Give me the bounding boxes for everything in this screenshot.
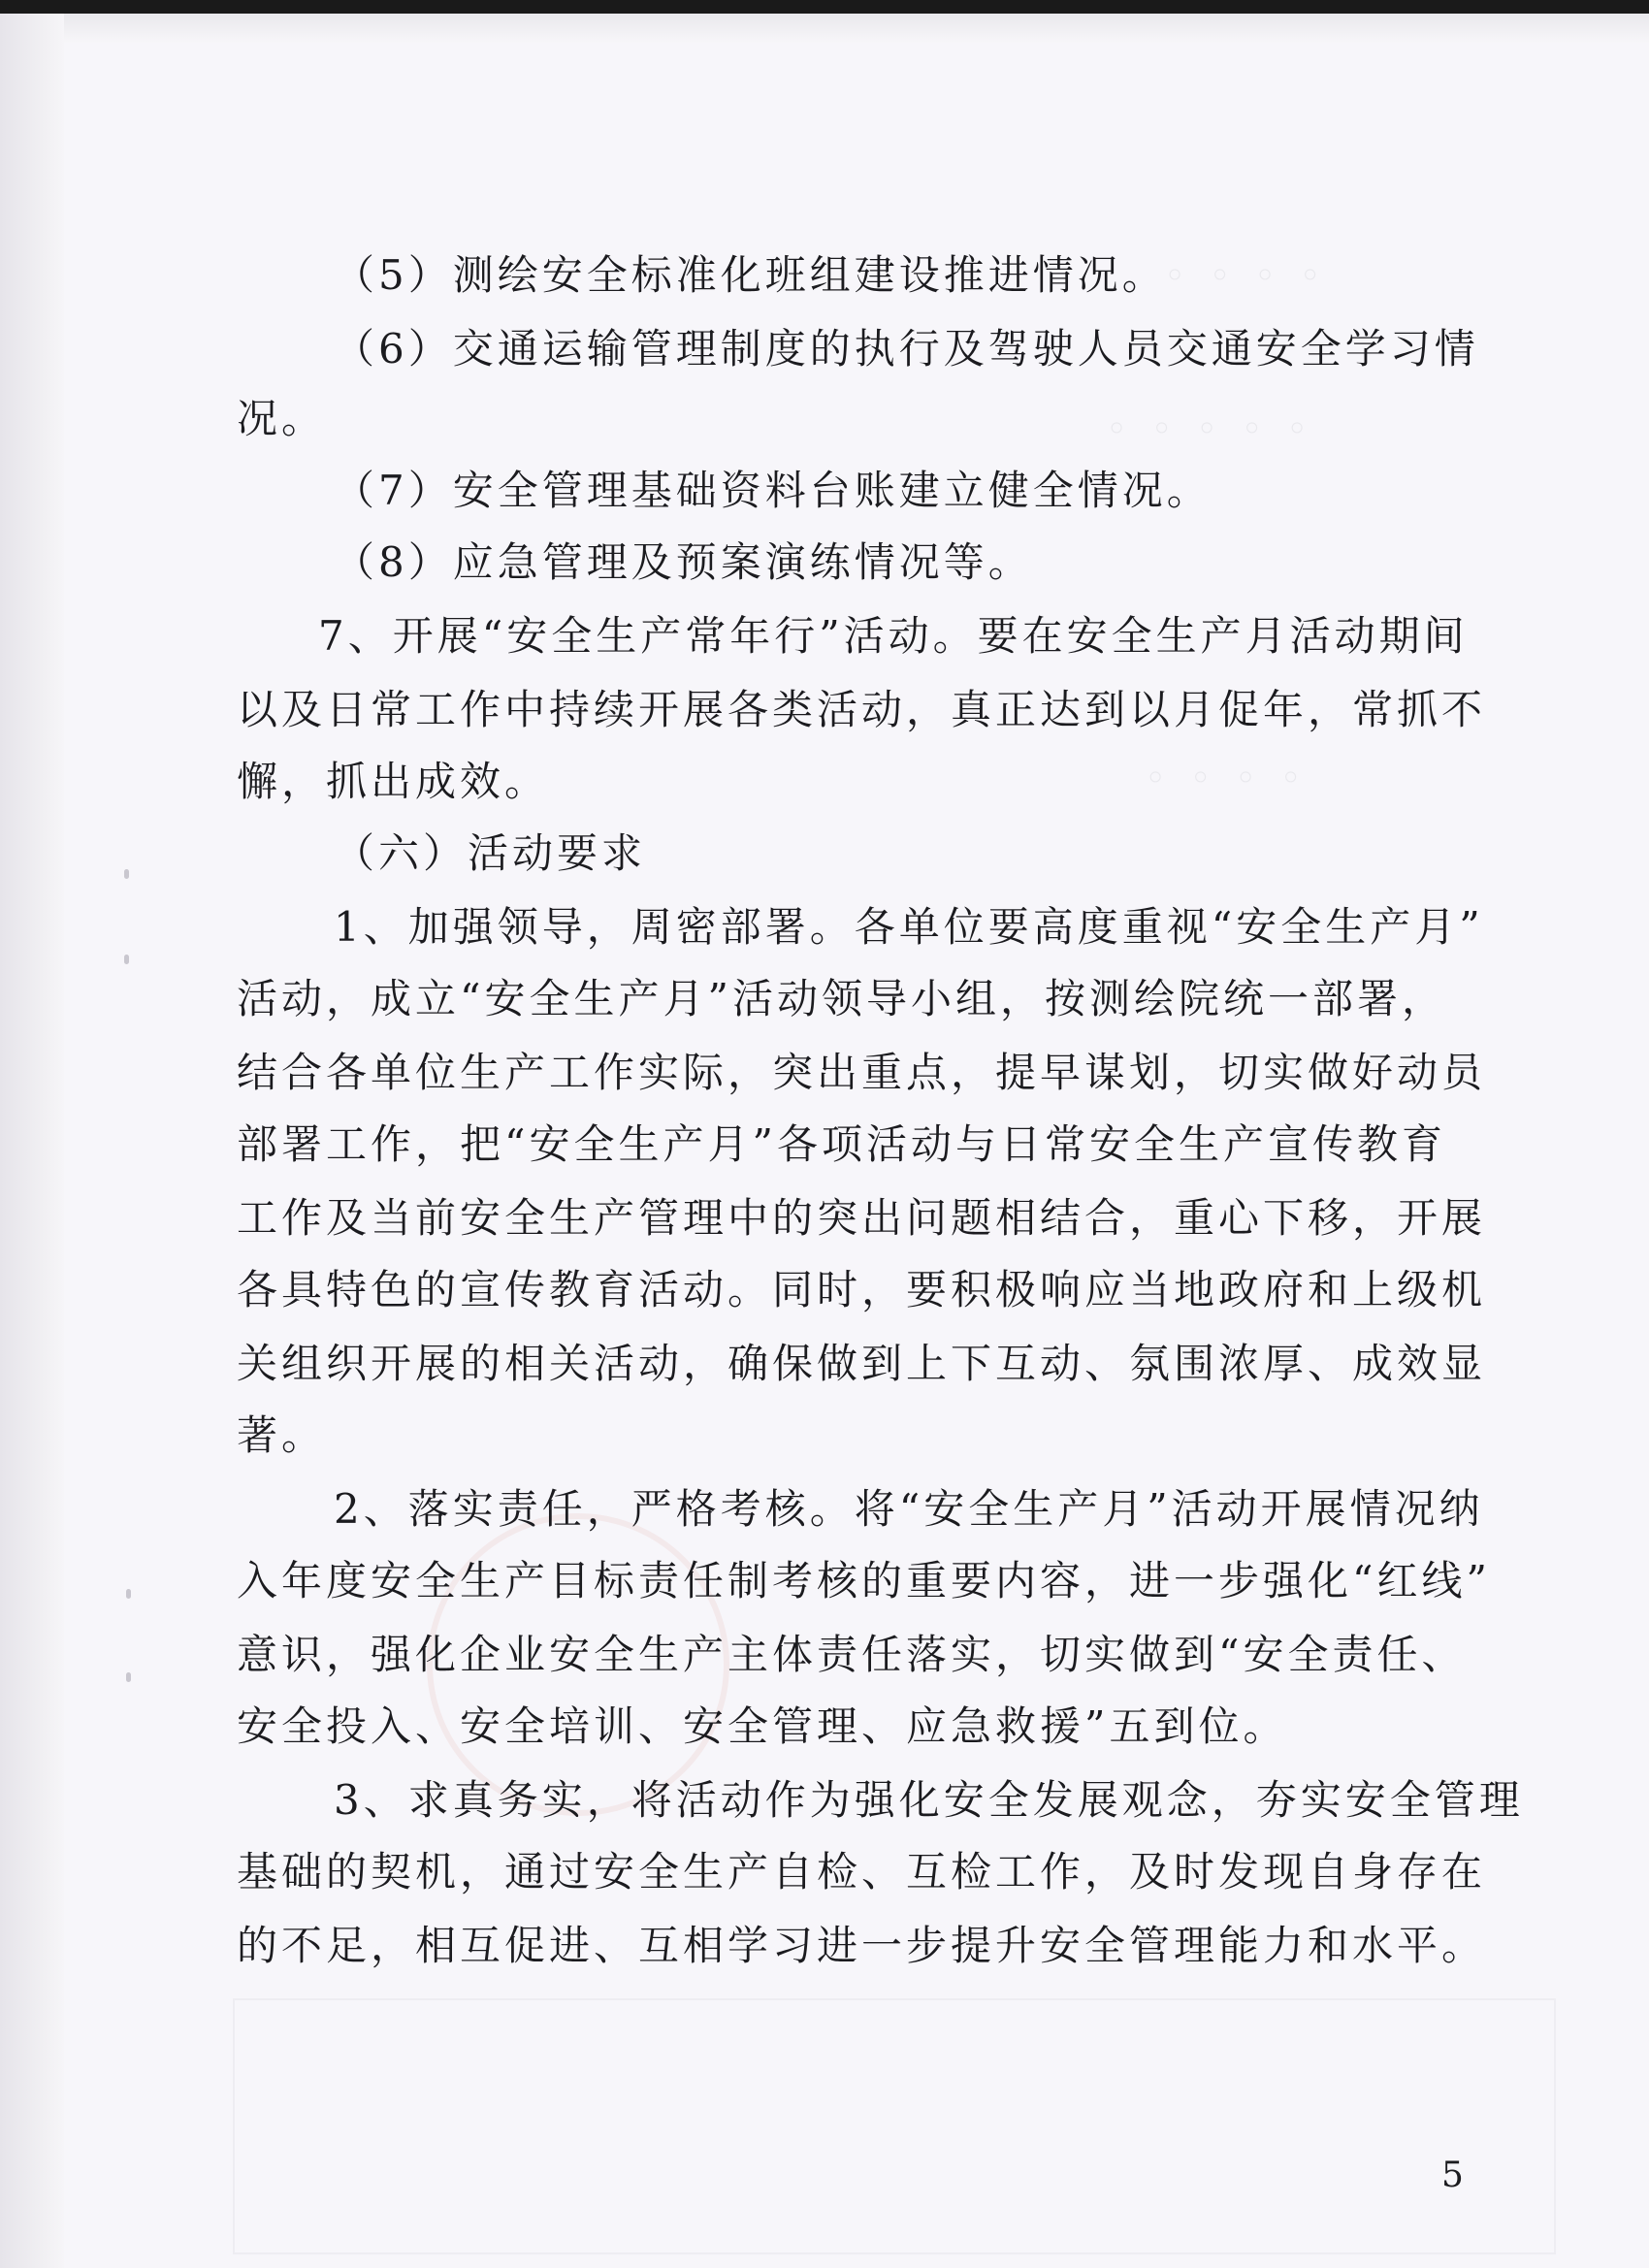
punch-hole [124, 955, 129, 964]
text-line: 各具特色的宣传教育活动。同时，要积极响应当地政府和上级机 [237, 1266, 1487, 1313]
text-line: 入年度安全生产目标责任制考核的重要内容，进一步强化“红线” [237, 1557, 1491, 1604]
text-line: 关组织开展的相关活动，确保做到上下互动、氛围浓厚、成效显 [237, 1340, 1487, 1387]
scan-top-edge [0, 0, 1649, 14]
text-line: 安全投入、安全培训、安全管理、应急救援”五到位。 [237, 1702, 1288, 1750]
scan-top-margin [64, 14, 1649, 43]
text-line: 懈，抓出成效。 [237, 758, 550, 805]
scan-left-margin [0, 14, 64, 2268]
text-line: 部署工作，把“安全生产月”各项活动与日常安全生产宣传教育 [237, 1120, 1446, 1168]
text-line: （7）安全管理基础资料台账建立健全情况。 [334, 467, 1212, 514]
text-line: 活动，成立“安全生产月”活动领导小组，按测绘院统一部署， [237, 975, 1446, 1022]
text-line: 意识，强化企业安全生产主体责任落实，切实做到“安全责任、 [237, 1631, 1467, 1678]
text-line: 著。 [237, 1411, 327, 1459]
text-line: 3、求真务实，将活动作为强化安全发展观念，夯实安全管理 [334, 1776, 1524, 1824]
bleed-through-mark: ◦ ◦ ◦ ◦ [1164, 254, 1327, 297]
text-line: 的不足，相互促进、互相学习进一步提升安全管理能力和水平。 [237, 1922, 1487, 1969]
text-line: 7、开展“安全生产常年行”活动。要在安全生产月活动期间 [318, 612, 1469, 660]
text-line: 基础的契机，通过安全生产自检、互检工作，及时发现自身存在 [237, 1848, 1487, 1895]
text-line: 2、落实责任，严格考核。将“安全生产月”活动开展情况纳 [334, 1485, 1484, 1533]
text-line: 结合各单位生产工作实际，突出重点，提早谋划，切实做好动员 [237, 1049, 1487, 1096]
text-line: 工作及当前安全生产管理中的突出问题相结合，重心下移，开展 [237, 1194, 1487, 1242]
text-line: 1、加强领导，周密部署。各单位要高度重视“安全生产月” [334, 903, 1484, 951]
text-line: 况。 [237, 395, 327, 442]
bleed-through-table [233, 1998, 1556, 2254]
punch-hole [126, 1589, 131, 1599]
punch-hole [124, 869, 129, 879]
text-line: （8）应急管理及预案演练情况等。 [334, 538, 1033, 586]
page-number: 5 [1441, 2155, 1464, 2195]
text-line: 以及日常工作中持续开展各类活动，真正达到以月促年，常抓不 [237, 686, 1487, 733]
section-heading: （六）活动要求 [334, 829, 647, 877]
punch-hole [126, 1672, 131, 1682]
text-line: （5）测绘安全标准化班组建设推进情况。 [334, 251, 1167, 299]
text-line: （6）交通运输管理制度的执行及驾驶人员交通安全学习情 [334, 325, 1479, 373]
bleed-through-mark: ◦ ◦ ◦ ◦ [1145, 757, 1308, 799]
bleed-through-mark: ◦ ◦ ◦ ◦ ◦ [1106, 407, 1314, 450]
